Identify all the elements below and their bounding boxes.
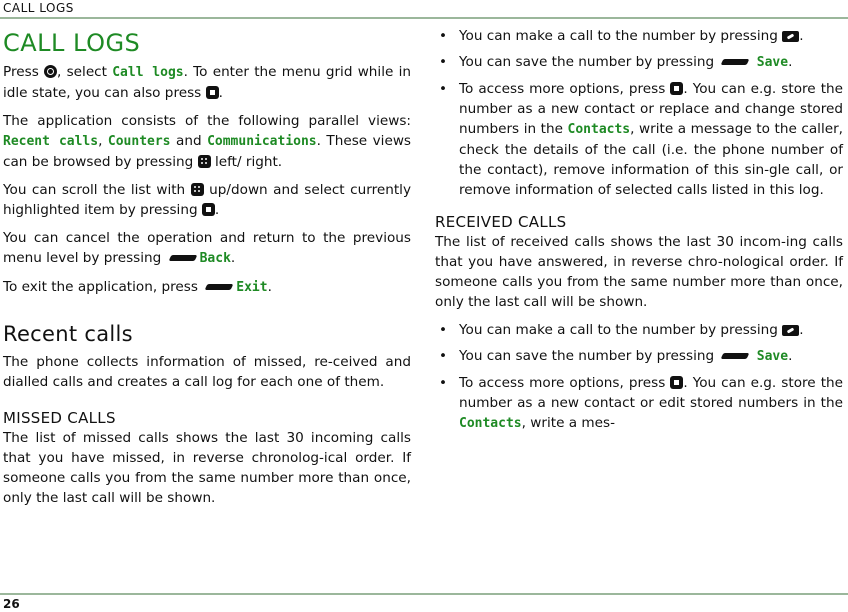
paragraph-missed: The list of missed calls shows the last 30 incoming calls that you have missed, in reverse chronolog-ical order. If someone calls you from the same number more than once, only the last call will be shown. xyxy=(3,430,411,506)
list-item: • You can make a call to the number by pressing . xyxy=(435,26,843,46)
term-communications: Communications xyxy=(207,134,317,149)
paragraph-cancel: You can cancel the operation and return to the previous menu level by pressing Back. xyxy=(3,230,411,266)
menu-key-icon xyxy=(44,65,57,78)
ok-key-icon xyxy=(670,82,683,95)
paragraph-scroll: You can scroll the list with up/down and select currently highlighted item by pressing . xyxy=(3,182,411,218)
call-key-icon xyxy=(782,31,799,42)
ok-key-icon xyxy=(206,86,219,99)
received-calls-heading: RECEIVED CALLS xyxy=(435,213,567,231)
term-contacts: Contacts xyxy=(459,416,522,431)
term-back: Back xyxy=(199,251,231,266)
page-number: 26 xyxy=(3,597,20,611)
footer-rule xyxy=(0,593,848,595)
term-contacts: Contacts xyxy=(567,122,631,137)
term-save: Save xyxy=(756,55,789,70)
term-recent-calls: Recent calls xyxy=(3,134,99,149)
ok-key-icon xyxy=(202,203,215,216)
term-counters: Counters xyxy=(107,134,171,149)
ok-key-icon xyxy=(670,376,683,389)
list-item: • To access more options, press . You can e.g. store the number as a new contact or edit stored numbers in the Contacts, write a mes- xyxy=(435,373,843,434)
navigation-key-icon xyxy=(191,183,204,196)
paragraph-views: The application consists of the following parallel views: Recent calls, Counters and Communications. These views can be browsed by pressing left/ right. xyxy=(3,113,412,170)
softkey-icon xyxy=(168,255,197,261)
term-call-logs: Call logs xyxy=(112,65,184,80)
navigation-key-icon xyxy=(198,155,211,168)
subsection-heading: Recent calls xyxy=(3,322,133,346)
missed-calls-heading: MISSED CALLS xyxy=(3,409,116,427)
list-item: • You can save the number by pressing Save. xyxy=(435,346,843,367)
softkey-icon xyxy=(205,284,234,290)
paragraph-recent: The phone collects information of missed, re-ceived and dialled calls and creates a call log for each one of them. xyxy=(3,354,411,390)
call-key-icon xyxy=(782,325,799,336)
right-column xyxy=(435,26,843,440)
paragraph-intro: Press , select Call logs. To enter the menu grid while in idle state, you can also press . xyxy=(3,64,411,101)
list-item: • You can make a call to the number by pressing . xyxy=(435,320,843,340)
paragraph-exit: To exit the application, press Exit. xyxy=(3,279,272,295)
received-options-list xyxy=(435,320,843,434)
softkey-icon xyxy=(721,59,750,65)
missed-options-list xyxy=(435,26,843,200)
paragraph-received: The list of received calls shows the last 30 incom-ing calls that you have answered, in reverse chro-nological order. If someone calls you from the same number more than once, only the last call will be shown. xyxy=(435,234,843,310)
left-column xyxy=(3,26,411,516)
section-heading: CALL LOGS xyxy=(3,29,141,57)
header-title: CALL LOGS xyxy=(3,1,74,15)
list-item: • To access more options, press . You can e.g. store the number as a new contact or replace and change stored numbers in the Contacts, write a message to the caller, check the details of the call (i.e. the phone number of the contact), remove information of this sin-gle call, or remove information of selected calls listed in this log. xyxy=(435,79,843,200)
list-item: • You can save the number by pressing Save. xyxy=(435,52,843,73)
softkey-icon xyxy=(721,353,750,359)
header-rule xyxy=(0,17,848,19)
term-save: Save xyxy=(756,349,789,364)
term-exit: Exit xyxy=(236,280,268,295)
